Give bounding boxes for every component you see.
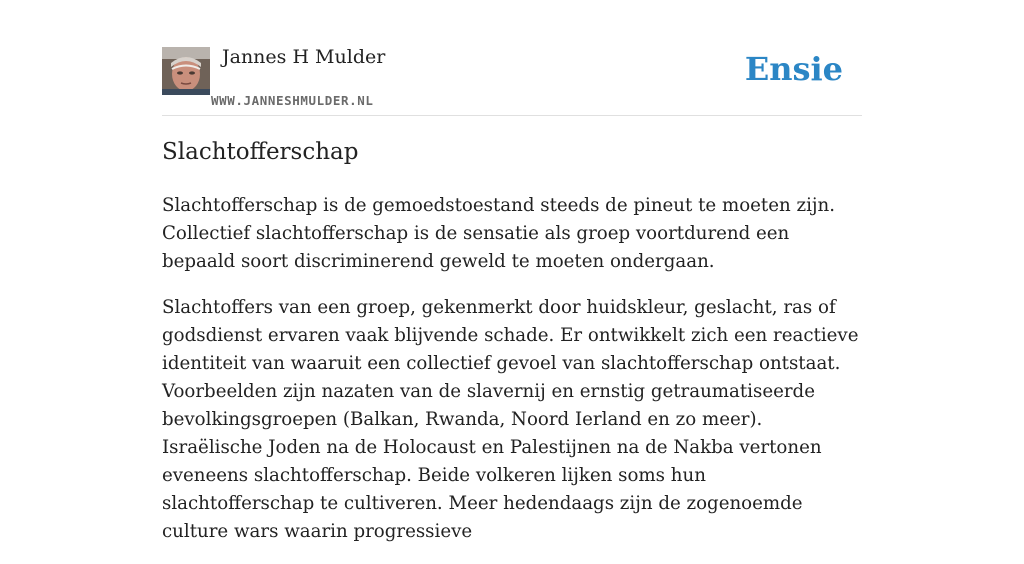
post-paragraph: Slachtoffers van een groep, gekenmerkt door huidskleur, geslacht, ras of godsdienst ervaren vaak blijvende schade. Er ontwikkelt zich een reactieve identiteit van waaruit een collectief gevoel van slachtofferschap ontstaat. Voorbeelden zijn nazaten van de slavernij en ernstig getraumatiseerde bevolkingsgroepen (Balkan, Rwanda, Noord Ierland en zo meer). Israëlische Joden na de Holocaust en Palestijnen na de Nakba vertonen eveneens slachtofferschap. Beide volkeren lijken soms hun slachtofferschap te cultiveren. Meer hedendaags zijn de zogenoemde culture wars waarin progressieve: [162, 297, 859, 542]
ensie-logo[interactable]: Ensie: [744, 50, 843, 88]
avatar-photo-icon: [162, 47, 210, 95]
author-avatar[interactable]: [162, 47, 210, 95]
author-header: [162, 44, 862, 116]
post-title: Slachtofferschap: [162, 139, 359, 165]
post-body: [162, 192, 862, 564]
post-paragraph: Slachtofferschap is de gemoedstoestand steeds de pineut te moeten zijn. Collectief slachtofferschap is de sensatie als groep voortdurend een bepaald soort discriminerend geweld te moeten ondergaan.: [162, 195, 836, 272]
author-name[interactable]: Jannes H Mulder: [222, 46, 386, 68]
header-divider: [162, 115, 862, 116]
author-website-link[interactable]: WWW.JANNESHMULDER.NL: [211, 93, 374, 108]
